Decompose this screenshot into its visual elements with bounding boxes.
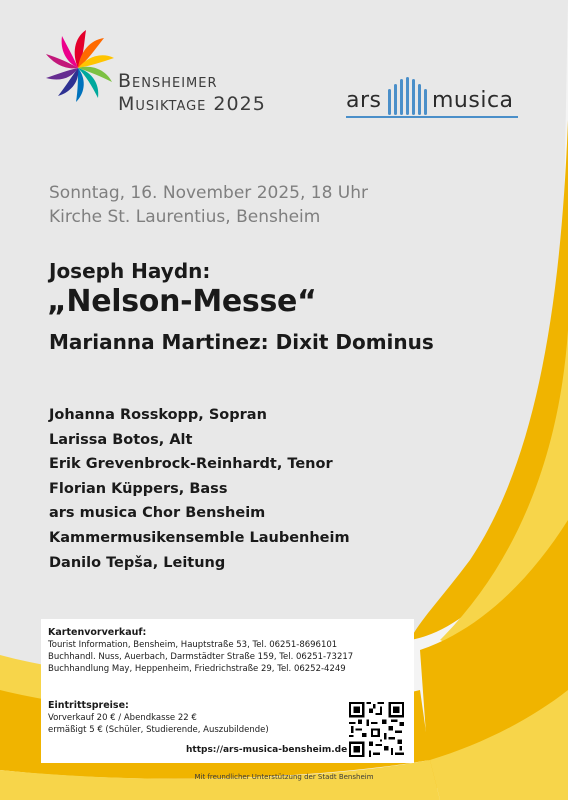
- festival-name: [118, 70, 266, 116]
- rainbow-fan-logo: [42, 28, 114, 104]
- performer-item: Florian Küppers, Bass: [49, 480, 228, 497]
- ars-musica-underline: [346, 116, 518, 118]
- festival-name-line-2: Musiktage 2025: [118, 93, 266, 115]
- presale-block: [48, 627, 353, 675]
- price-line: ermäßigt 5 € (Schüler, Studierende, Auszubildende): [48, 725, 269, 735]
- ars-musica-logo-word-2: musica: [432, 88, 514, 113]
- ars-musica-logo-word-1: ars: [346, 88, 382, 113]
- presale-location: Buchhandl. Nuss, Auerbach, Darmstädter Straße 159, Tel. 06251-73217: [48, 652, 354, 662]
- performer-list: [49, 403, 350, 575]
- presale-location: Buchhandlung May, Heppenheim, Friedrichstraße 29, Tel. 06252-4249: [48, 664, 346, 674]
- work-title: „Nelson-Messe“: [47, 284, 317, 319]
- performer-item: Danilo Tepša, Leitung: [49, 554, 226, 571]
- presale-heading: Kartenvorverkauf:: [48, 627, 147, 638]
- ticket-info-box: [41, 619, 414, 763]
- event-venue: Kirche St. Laurentius, Bensheim: [49, 207, 321, 227]
- performer-item: Kammermusikensemble Laubenheim: [49, 529, 350, 546]
- qr-code-icon[interactable]: [349, 702, 404, 757]
- prices-heading-wrap: [48, 700, 269, 736]
- performer-item: Erik Grevenbrock-Reinhardt, Tenor: [49, 456, 333, 473]
- website-link[interactable]: https://ars-musica-bensheim.de: [186, 745, 348, 755]
- performer-item: Johanna Rosskopp, Sopran: [49, 407, 267, 423]
- performer-item: ars musica Chor Bensheim: [49, 505, 266, 522]
- presale-location: Tourist Information, Bensheim, Hauptstraße 53, Tel. 06251-8696101: [48, 640, 338, 650]
- organ-pipes-icon: [387, 75, 431, 119]
- event-date: Sonntag, 16. November 2025, 18 Uhr: [49, 183, 369, 203]
- prices-heading: Eintrittspreise:: [48, 700, 129, 711]
- sponsor-note: Mit freundlicher Unterstützung der Stadt Bensheim: [194, 773, 374, 781]
- festival-name-line-1: Bensheimer: [118, 70, 218, 92]
- performer-item: Larissa Botos, Alt: [49, 431, 193, 448]
- composer-heading: Joseph Haydn:: [49, 259, 211, 283]
- second-work-title: Marianna Martinez: Dixit Dominus: [49, 330, 434, 354]
- price-line: Vorverkauf 20 € / Abendkasse 22 €: [48, 713, 197, 723]
